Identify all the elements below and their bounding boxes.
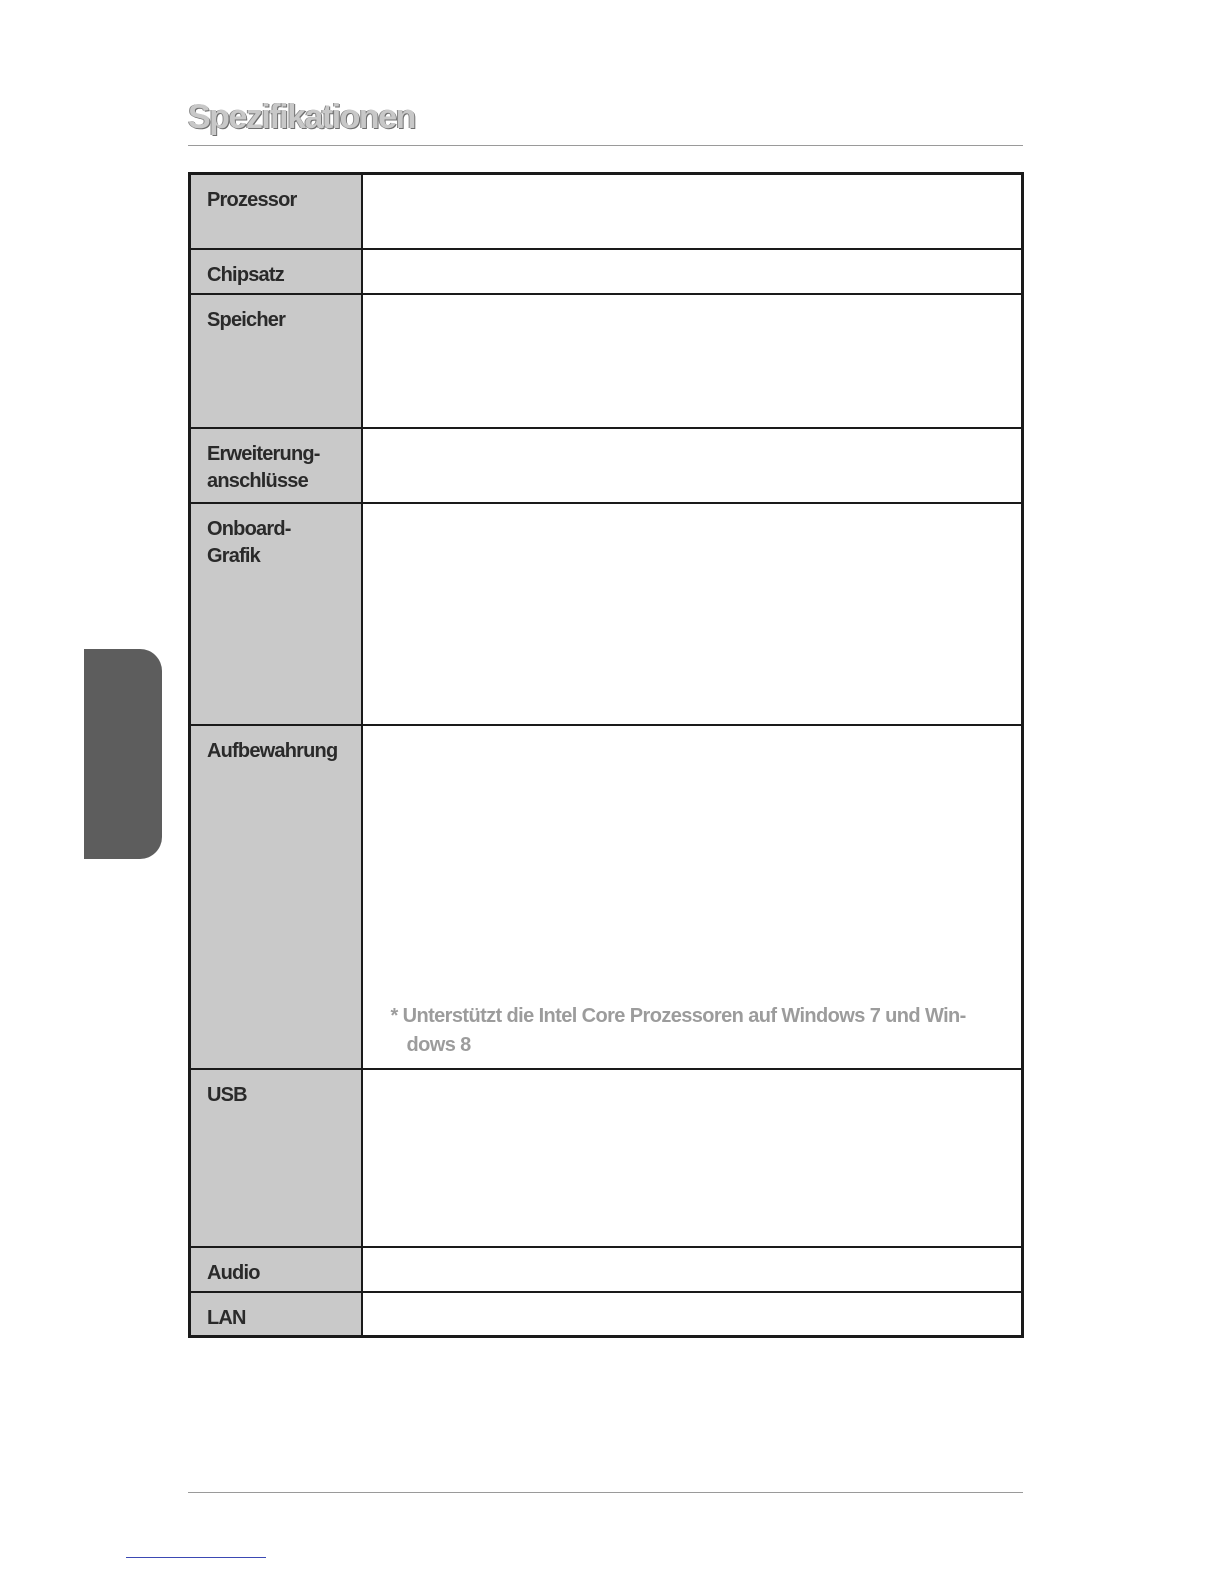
table-row	[190, 428, 1023, 503]
row-label-usb: USB	[207, 1083, 247, 1106]
row-value-cell	[362, 1247, 1023, 1292]
row-label-speicher: Speicher	[207, 308, 286, 331]
spec-table	[188, 172, 1024, 1338]
row-label-erweiterungsanschluesse	[207, 441, 361, 495]
row-value-cell	[362, 428, 1023, 503]
page-title: Spezifikationen	[188, 98, 415, 136]
footnote: * Unterstützt die Intel Core Prozessoren auf Windows 7 und Win-dows 8	[390, 1004, 966, 1056]
table-row	[190, 294, 1023, 428]
row-label-cell	[190, 1247, 362, 1292]
chapter-side-tab	[84, 649, 162, 859]
row-label-cell	[190, 1292, 362, 1337]
table-row	[190, 1247, 1023, 1292]
row-value-cell	[362, 174, 1023, 249]
row-value-cell	[362, 1069, 1023, 1247]
table-row	[190, 503, 1023, 725]
footer-link-underline[interactable]	[126, 1557, 266, 1558]
row-value-cell	[362, 725, 1023, 1069]
row-label-line: Erweiterung-	[207, 442, 320, 465]
table-row	[190, 249, 1023, 294]
row-label-line: anschlüsse	[207, 469, 308, 492]
table-row	[190, 1292, 1023, 1337]
footer-divider	[188, 1492, 1023, 1493]
row-label-line: Onboard-	[207, 517, 291, 540]
row-value-cell	[362, 294, 1023, 428]
row-label-line: Grafik	[207, 544, 261, 567]
row-label-onboard-grafik	[207, 516, 361, 570]
row-label-prozessor: Prozessor	[207, 189, 297, 211]
table-row	[190, 174, 1023, 249]
title-divider	[188, 145, 1023, 146]
row-label-cell	[190, 174, 362, 249]
row-label-cell	[190, 294, 362, 428]
row-label-audio: Audio	[207, 1261, 260, 1284]
row-label-lan: LAN	[207, 1306, 246, 1329]
row-label-aufbewahrung: Aufbewahrung	[207, 739, 338, 762]
row-label-chipsatz: Chipsatz	[207, 263, 284, 286]
row-value-cell	[362, 503, 1023, 725]
row-label-cell	[190, 503, 362, 725]
table-row	[190, 1069, 1023, 1247]
row-value-cell	[362, 249, 1023, 294]
table-row	[190, 725, 1023, 1069]
row-label-cell	[190, 428, 362, 503]
row-label-cell	[190, 725, 362, 1069]
row-label-cell	[190, 249, 362, 294]
row-label-cell	[190, 1069, 362, 1247]
row-value-cell	[362, 1292, 1023, 1337]
